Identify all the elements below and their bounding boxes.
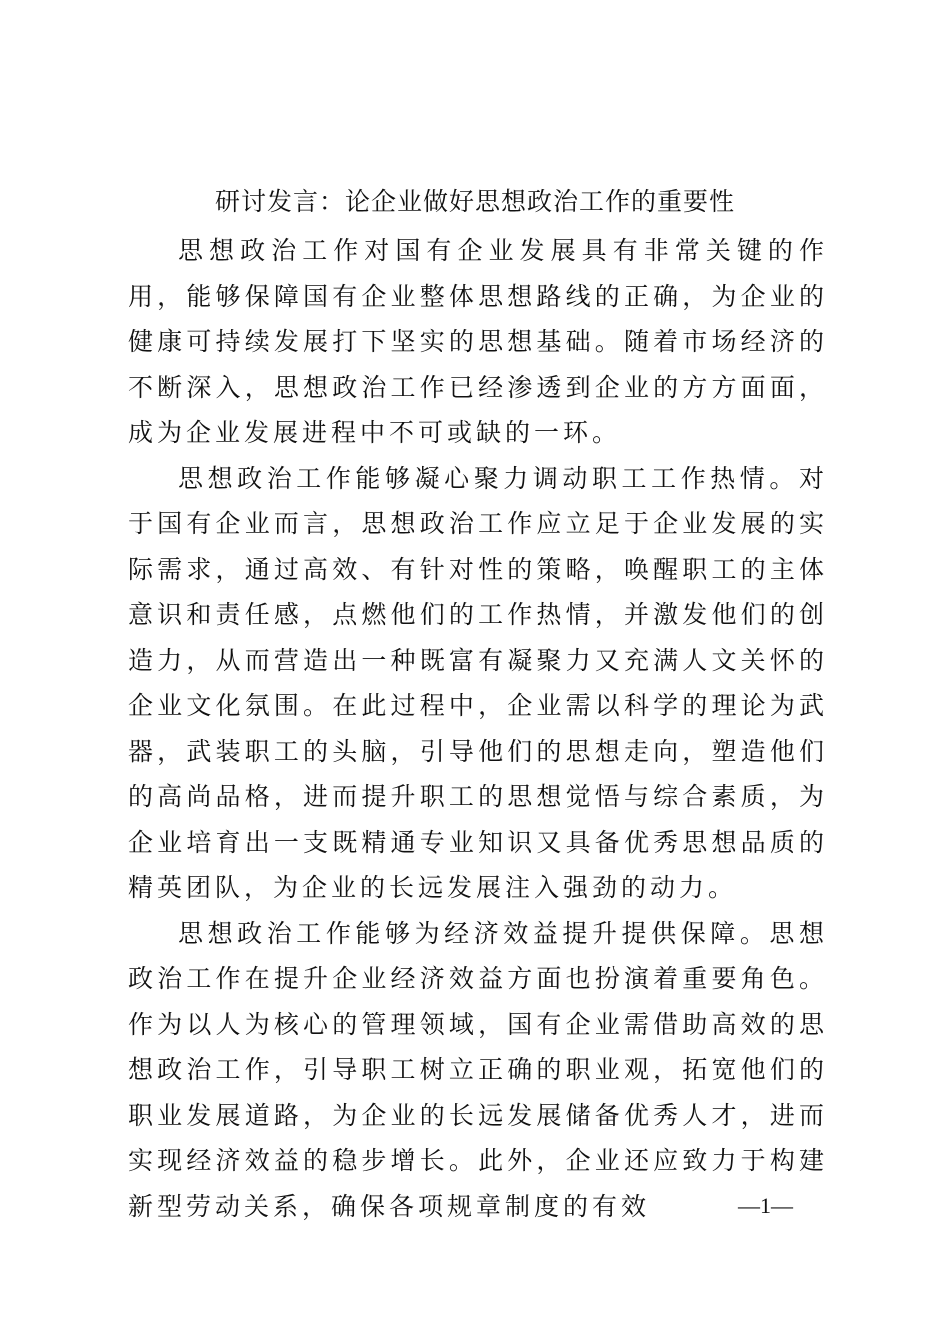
paragraph-2: 思想政治工作能够凝心聚力调动职工工作热情。对于国有企业而言，思想政治工作应立足于企业发展的实际需求，通过高效、有针对性的策略，唤醒职工的主体意识和责任感，点燃他们的工作热情，并激发他们的创造力，从而营造出一种既富有凝聚力又充满人文关怀的企业文化氛围。在此过程中，企业需以科学的理论为武器，武装职工的头脑，引导他们的思想走向，塑造他们的高尚品格，进而提升职工的思想觉悟与综合素质，为企业培育出一支既精通专业知识又具备优秀思想品质的精英团队，为企业的长远发展注入强劲的动力。	[128, 463, 828, 902]
document-title: 研讨发言：论企业做好思想政治工作的重要性	[214, 187, 735, 216]
document-body	[128, 228, 828, 1229]
paragraph-1: 思想政治工作对国有企业发展具有非常关键的作用，能够保障国有企业整体思想路线的正确，为企业的健康可持续发展打下坚实的思想基础。随着市场经济的不断深入，思想政治工作已经渗透到企业的方方面面，成为企业发展进程中不可或缺的一环。	[128, 236, 828, 447]
page-number: —1—	[738, 1193, 793, 1218]
paragraph-3: 思想政治工作能够为经济效益提升提供保障。思想政治工作在提升企业经济效益方面也扮演着重要角色。作为以人为核心的管理领域，国有企业需借助高效的思想政治工作，引导职工树立正确的职业观，拓宽他们的职业发展道路，为企业的长远发展储备优秀人才，进而实现经济效益的稳步增长。此外，企业还应致力于构建新型劳动关系，确保各项规章制度的有效	[128, 918, 828, 1221]
